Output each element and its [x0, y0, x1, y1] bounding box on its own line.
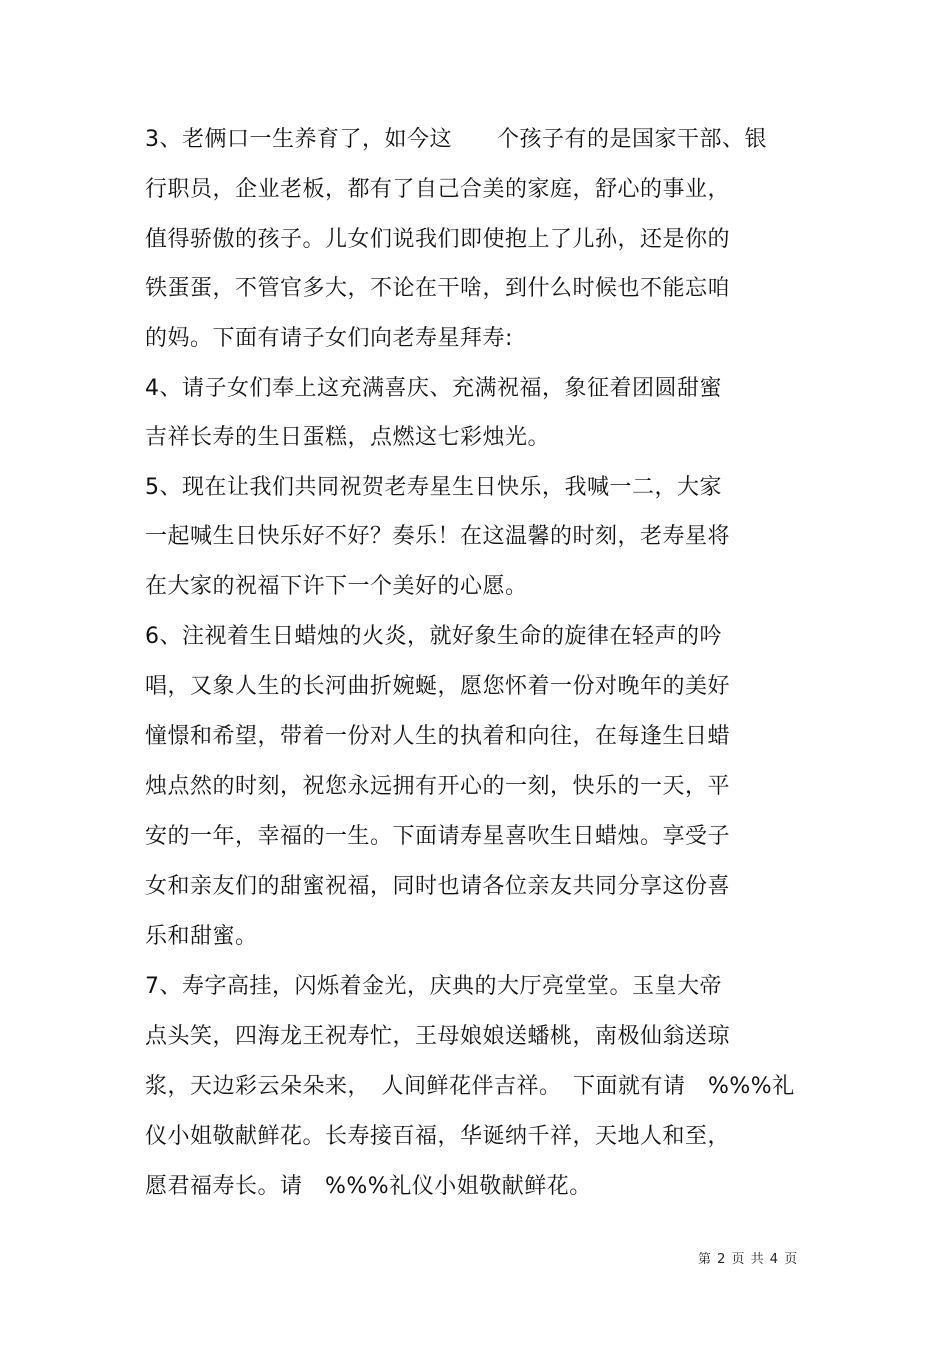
text-line: 浆，天边彩云朵朵来， 人间鲜花伴吉祥。 下面就有请 %%%礼 — [145, 1074, 795, 1099]
text-line: 安的一年，幸福的一生。下面请寿星喜吹生日蜡烛。享受子 — [145, 824, 731, 849]
text-line: 女和亲友们的甜蜜祝福，同时也请各位亲友共同分享这份喜 — [145, 874, 731, 899]
text-line: 烛点然的时刻，祝您永远拥有开心的一刻，快乐的一天，平 — [145, 774, 731, 799]
text-line: 7、寿字高挂，闪烁着金光，庆典的大厅亮堂堂。玉皇大帝 — [145, 974, 722, 999]
text-line: 愿君福寿长。请 %%%礼仪小姐敬献鲜花。 — [145, 1174, 592, 1199]
page-number-footer: 第 2 页 共 4 页 — [698, 1252, 799, 1267]
text-line: 5、现在让我们共同祝贺老寿星生日快乐，我喊一二，大家 — [145, 475, 722, 500]
text-line: 仪小姐敬献鲜花。长寿接百福，华诞纳千祥，天地人和至， — [145, 1124, 731, 1149]
text-line: 4、请子女们奉上这充满喜庆、充满祝福，象征着团圆甜蜜 — [145, 376, 722, 401]
text-line: 点头笑，四海龙王祝寿忙，王母娘娘送蟠桃，南极仙翁送琼 — [145, 1024, 731, 1049]
text-line: 6、注视着生日蜡烛的火炎，就好象生命的旋律在轻声的吟 — [145, 624, 722, 649]
text-line: 憧憬和希望，带着一份对人生的执着和向往，在每逢生日蜡 — [145, 724, 731, 749]
text-line: 值得骄傲的孩子。儿女们说我们即使抱上了儿孙，还是你的 — [145, 227, 731, 252]
text-line: 在大家的祝福下许下一个美好的心愿。 — [145, 574, 528, 599]
text-line: 唱，又象人生的长河曲折婉蜒，愿您怀着一份对晚年的美好 — [145, 674, 731, 699]
text-line: 3、老俩口一生养育了，如今这 个孩子有的是国家干部、银 — [145, 127, 767, 152]
text-line: 吉祥长寿的生日蛋糕，点燃这七彩烛光。 — [145, 425, 551, 450]
text-line: 乐和甜蜜。 — [145, 924, 258, 949]
text-line: 行职员，企业老板，都有了自己合美的家庭，舒心的事业， — [145, 177, 731, 202]
text-line: 一起喊生日快乐好不好？奏乐！在这温馨的时刻，老寿星将 — [145, 524, 731, 549]
text-line: 的妈。下面有请子女们向老寿星拜寿: — [145, 326, 513, 351]
text-line: 铁蛋蛋，不管官多大，不论在干啥，到什么时候也不能忘咱 — [145, 276, 731, 301]
